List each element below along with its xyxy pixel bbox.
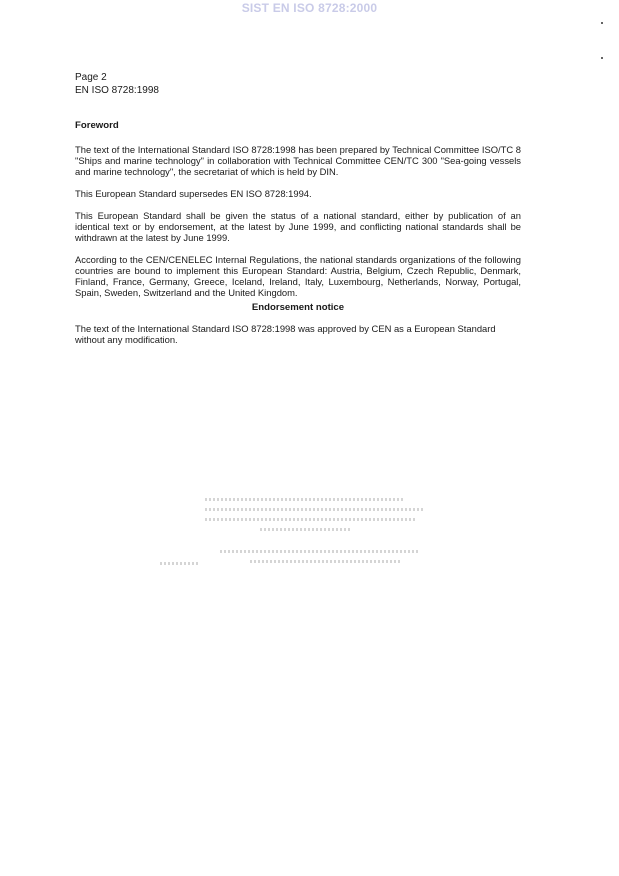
foreword-paragraph: According to the CEN/CENELEC Internal Regulations, the national standards organizations of the following countries are bound to implement this European Standard: Austria, Belgium, Czech Republic, Denmark, Finland, France, Germany, Greece, Iceland, Ireland, Italy, Luxembourg, Netherlands, Norway, Portugal, Spain, Sweden, Switzerland and the United Kingdom.: [75, 254, 521, 298]
foreword-paragraph: This European Standard supersedes EN ISO 8728:1994.: [75, 188, 312, 199]
scan-speck: [601, 22, 603, 24]
page-header: [75, 72, 159, 97]
endorsement-heading: Endorsement notice: [251, 302, 345, 313]
endorsement-paragraph: The text of the International Standard ISO 8728:1998 was approved by CEN as a European Standard without any modification.: [75, 323, 496, 345]
foreword-paragraph: This European Standard shall be given the status of a national standard, either by publication of an identical text or by endorsement, at the latest by June 1999, and conflicting national standards shall be withdrawn at the latest by June 1999.: [75, 210, 521, 243]
scan-speck: [601, 57, 603, 59]
standard-reference: EN ISO 8728:1998: [75, 84, 159, 96]
document-body: [75, 120, 521, 356]
foreword-heading: Foreword: [75, 120, 119, 131]
page-number: Page 2: [75, 72, 107, 83]
foreword-paragraph: The text of the International Standard ISO 8728:1998 has been prepared by Technical Committee ISO/TC 8 "Ships and marine technology" in collaboration with Technical Committee CEN/TC 300 "Sea-going vessels and marine technology", the secretariat of which is held by DIN.: [75, 144, 521, 177]
faded-stamp: [160, 470, 480, 580]
watermark: SIST EN ISO 8728:2000: [241, 1, 378, 15]
